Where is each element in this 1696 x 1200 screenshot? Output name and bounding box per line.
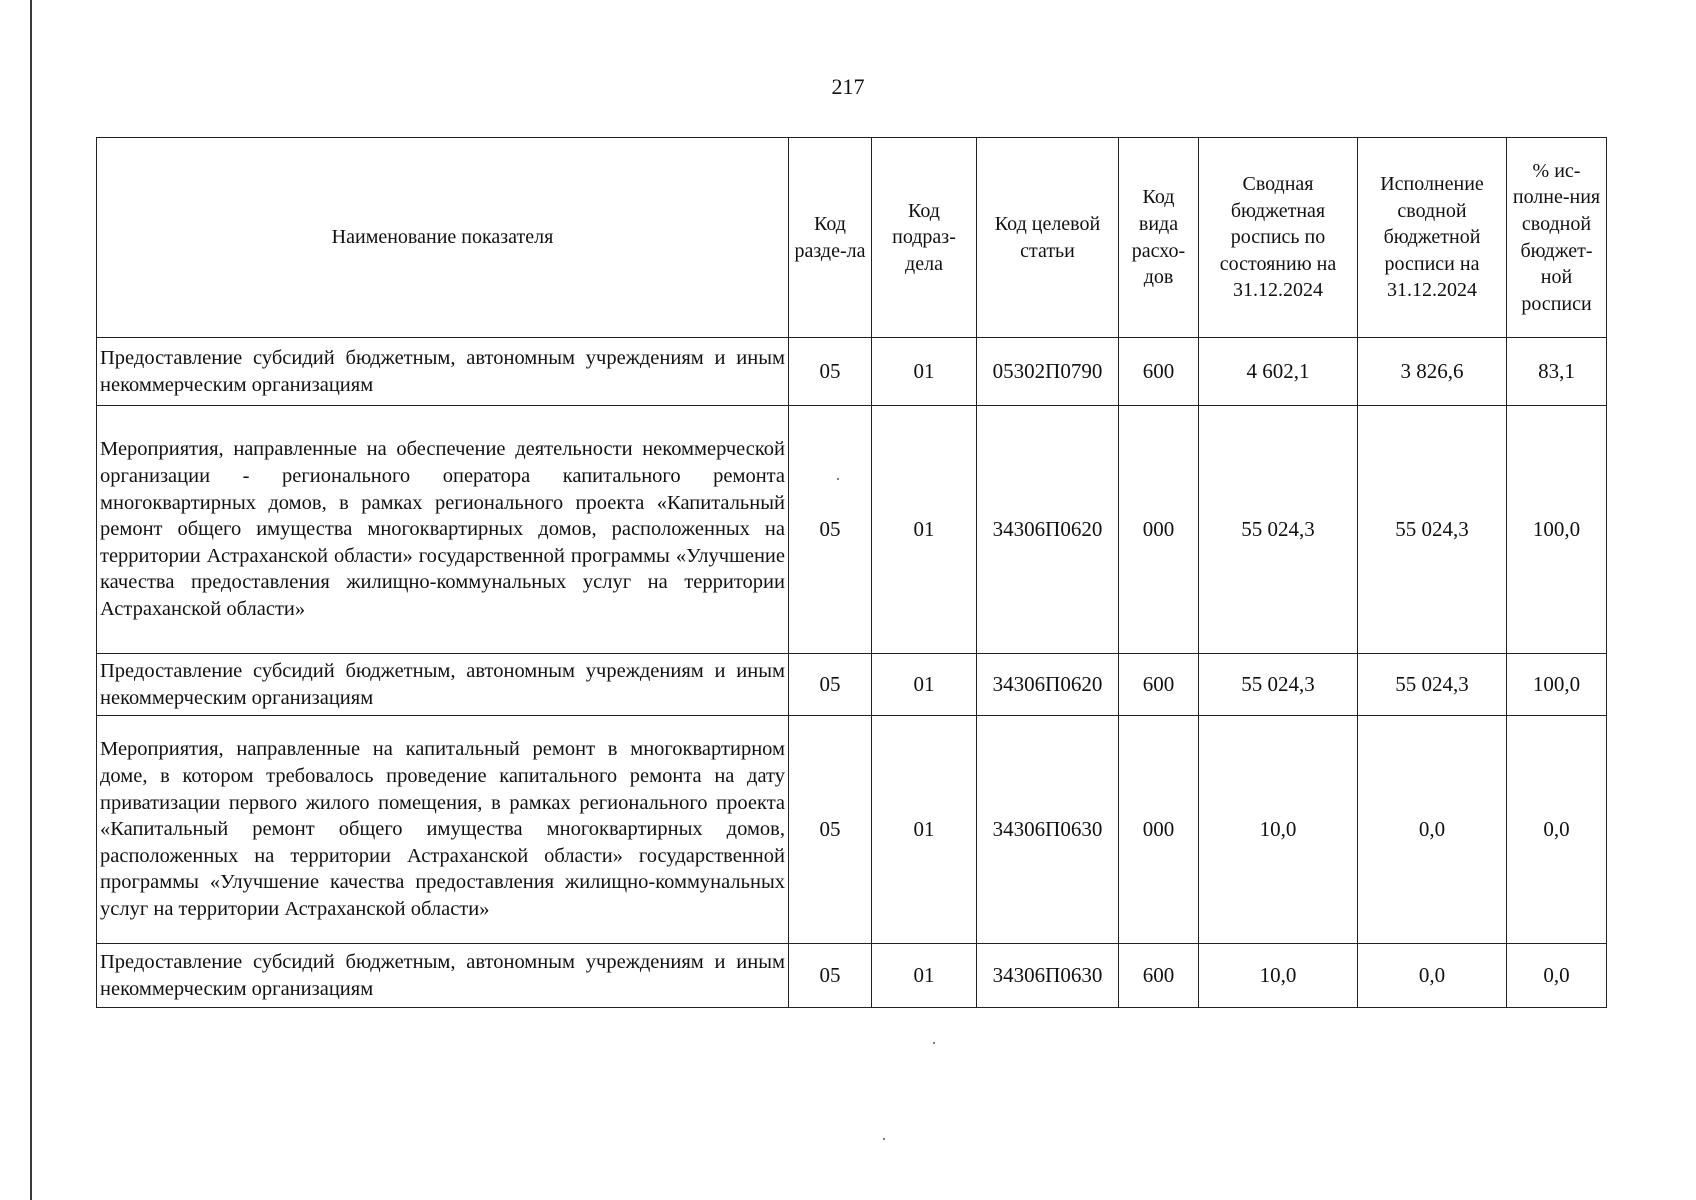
row-percent-cell: 100,0 [1507, 406, 1607, 654]
row-execution-cell: 55 024,3 [1358, 406, 1507, 654]
row-target-cell: 05302П0790 [977, 338, 1119, 406]
row-name-cell: Мероприятия, направленные на обеспечение деятельности некоммерческой организации - регионального оператора капитального ремонта многоквартирных домов, в рамках регионального проекта «Капитальный ремонт общего имущества многоквартирных домов, расположенных на территории Астраханской области» государственной программы «Улучшение качества предоставления жилищно-коммунальных услуг на территории Астраханской области» [97, 406, 789, 654]
row-expense-cell: 600 [1119, 944, 1199, 1008]
row-expense-cell: 000 [1119, 716, 1199, 944]
table-row [97, 338, 1607, 406]
table-row [97, 716, 1607, 944]
row-percent-cell: 83,1 [1507, 338, 1607, 406]
header-target-code: Код целевой статьи [977, 138, 1119, 338]
scan-speck [837, 478, 839, 480]
row-name-cell: Предоставление субсидий бюджетным, автономным учреждениям и иным некоммерческим организациям [97, 944, 789, 1008]
row-execution-cell: 55 024,3 [1358, 654, 1507, 716]
row-plan-cell: 55 024,3 [1199, 406, 1358, 654]
table-row [97, 944, 1607, 1008]
row-target-cell: 34306П0620 [977, 654, 1119, 716]
row-expense-cell: 600 [1119, 654, 1199, 716]
row-target-cell: 34306П0620 [977, 406, 1119, 654]
scan-speck [883, 1138, 885, 1140]
row-section-cell: 05 [789, 716, 872, 944]
header-budget-plan: Сводная бюджетная роспись по состоянию на 31.12.2024 [1199, 138, 1358, 338]
row-section-cell: 05 [789, 338, 872, 406]
row-target-cell: 34306П0630 [977, 944, 1119, 1008]
scan-speck [933, 1042, 935, 1044]
table-row [97, 654, 1607, 716]
row-target-cell: 34306П0630 [977, 716, 1119, 944]
row-subsection-cell: 01 [872, 654, 977, 716]
row-subsection-cell: 01 [872, 716, 977, 944]
row-percent-cell: 0,0 [1507, 944, 1607, 1008]
row-section-cell: 05 [789, 654, 872, 716]
row-plan-cell: 10,0 [1199, 944, 1358, 1008]
row-section-cell: 05 [789, 944, 872, 1008]
row-name-cell: Предоставление субсидий бюджетным, автономным учреждениям и иным некоммерческим организациям [97, 654, 789, 716]
row-execution-cell: 0,0 [1358, 716, 1507, 944]
row-section-cell: 05 [789, 406, 872, 654]
row-percent-cell: 100,0 [1507, 654, 1607, 716]
row-expense-cell: 000 [1119, 406, 1199, 654]
row-execution-cell: 3 826,6 [1358, 338, 1507, 406]
table-header-row [97, 138, 1607, 338]
row-plan-cell: 10,0 [1199, 716, 1358, 944]
row-subsection-cell: 01 [872, 406, 977, 654]
row-percent-cell: 0,0 [1507, 716, 1607, 944]
row-subsection-cell: 01 [872, 944, 977, 1008]
table-row [97, 406, 1607, 654]
row-subsection-cell: 01 [872, 338, 977, 406]
row-plan-cell: 55 024,3 [1199, 654, 1358, 716]
row-name-cell: Мероприятия, направленные на капитальный ремонт в многоквартирном доме, в котором требовалось проведение капитального ремонта на дату приватизации первого жилого помещения, в рамках регионального проекта «Капитальный ремонт общего имущества многоквартирных домов, расположенных на территории Астраханской области» государственной программы «Улучшение качества предоставления жилищно-коммунальных услуг на территории Астраханской области» [97, 716, 789, 944]
row-name-cell: Предоставление субсидий бюджетным, автономным учреждениям и иным некоммерческим организациям [97, 338, 789, 406]
header-section-code: Код разде-ла [789, 138, 872, 338]
header-name: Наименование показателя [97, 138, 789, 338]
header-subsection-code: Код подраз-дела [872, 138, 977, 338]
row-plan-cell: 4 602,1 [1199, 338, 1358, 406]
header-budget-execution: Исполнение сводной бюджетной росписи на 31.12.2024 [1358, 138, 1507, 338]
row-execution-cell: 0,0 [1358, 944, 1507, 1008]
left-margin-line [30, 0, 32, 1200]
budget-execution-table [96, 137, 1607, 1008]
page-number: 217 [831, 74, 865, 99]
header-execution-percent: % ис-полне-ния сводной бюджет-ной росписи [1507, 138, 1607, 338]
header-expense-type-code: Код вида расхо-дов [1119, 138, 1199, 338]
row-expense-cell: 600 [1119, 338, 1199, 406]
